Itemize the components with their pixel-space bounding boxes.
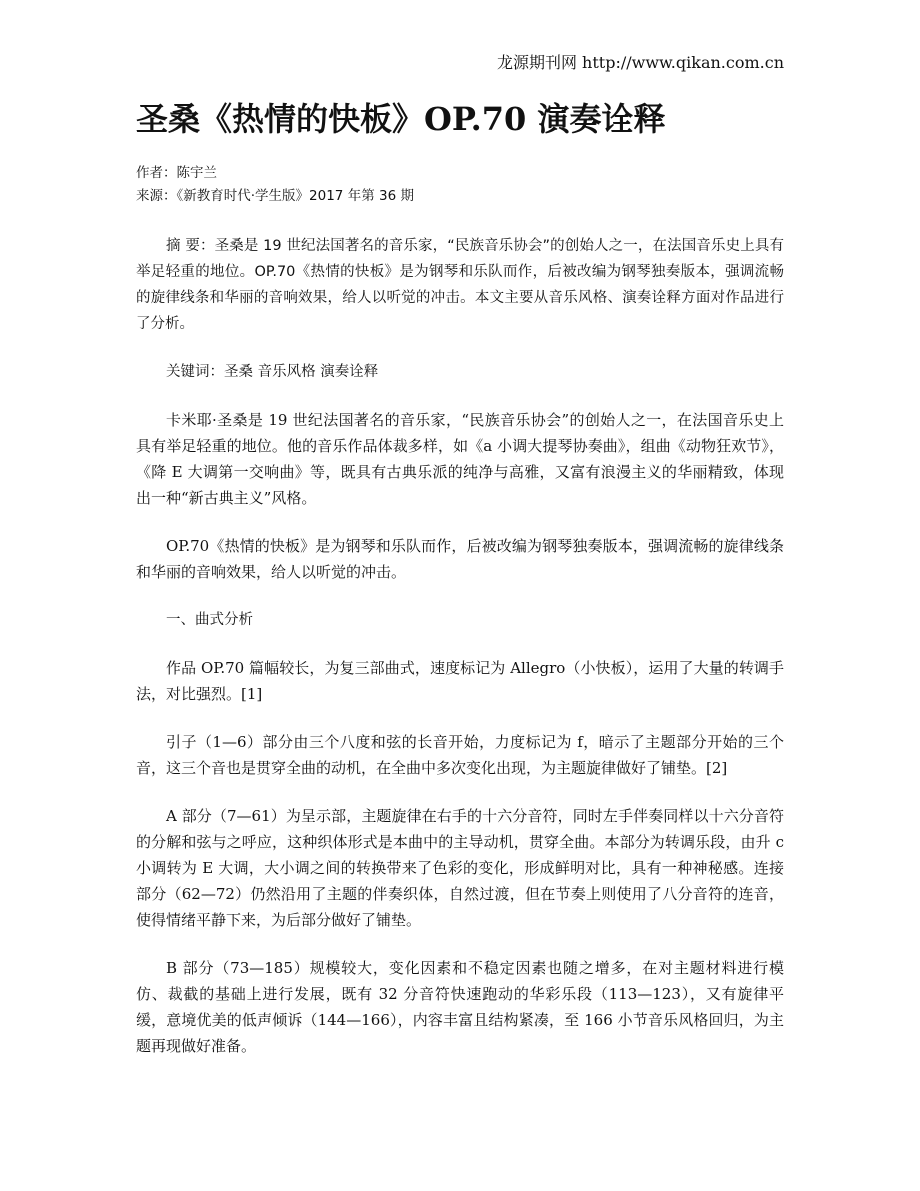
keywords-paragraph: 关键词：圣桑 音乐风格 演奏诠释 (166, 364, 379, 380)
body-paragraph-section-a: A 部分（7—61）为呈示部，主题旋律在右手的十六分音符，同时左手伴奏同样以十六分音符的分解和弦与之呼应，这种织体形式是本曲中的主导动机，贯穿全曲。本部分为转调乐段，由升 c 小调转为 E 大调，大小调之间的转换带来了色彩的变化，形成鲜明对比，具有一种神秘感。连接部分（62—72）仍然沿用了主题的伴奏织体，自然过渡，但在节奏上则使用了八分音符的连音，使得情绪平静下来，为后部分做好了铺垫。 (136, 807, 784, 929)
article-title: 圣桑《热情的快板》OP.70 演奏诠释 (136, 100, 666, 138)
article-meta (136, 162, 414, 208)
section-heading-form-analysis: 一、曲式分析 (166, 612, 253, 628)
body-paragraph-form: 作品 OP.70 篇幅较长，为复三部曲式，速度标记为 Allegro（小快板），运用了大量的转调手法，对比强烈。[1] (136, 659, 784, 703)
abstract-paragraph: 摘 要：圣桑是 19 世纪法国著名的音乐家，“民族音乐协会”的创始人之一，在法国音乐史上具有举足轻重的地位。OP.70《热情的快板》是为钢琴和乐队而作，后被改编为钢琴独奏版本，强调流畅的旋律线条和华丽的音响效果，给人以听觉的冲击。本文主要从音乐风格、演奏诠释方面对作品进行了分析。 (136, 238, 784, 332)
source-line: 来源：《新教育时代·学生版》2017 年第 36 期 (136, 188, 414, 204)
body-paragraph-op70: OP.70《热情的快板》是为钢琴和乐队而作，后被改编为钢琴独奏版本，强调流畅的旋律线条和华丽的音响效果，给人以听觉的冲击。 (136, 537, 784, 581)
journal-source-header: 龙源期刊网 http://www.qikan.com.cn (496, 53, 784, 72)
article-body (136, 233, 784, 1081)
body-paragraph-introduction-section: 引子（1—6）部分由三个八度和弦的长音开始，力度标记为 f，暗示了主题部分开始的三个音，这三个音也是贯穿全曲的动机，在全曲中多次变化出现，为主题旋律做好了铺垫。[2] (136, 733, 784, 777)
body-paragraph-section-b: B 部分（73—185）规模较大，变化因素和不稳定因素也随之增多，在对主题材料进行模仿、裁截的基础上进行发展，既有 32 分音符快速跑动的华彩乐段（113—123），又有旋律平缓，意境优美的低声倾诉（144—166），内容丰富且结构紧凑，至 166 小节音乐风格回归，为主题再现做好准备。 (136, 959, 784, 1055)
author-line: 作者：陈宇兰 (136, 165, 217, 181)
body-paragraph-intro: 卡米耶·圣桑是 19 世纪法国著名的音乐家，“民族音乐协会”的创始人之一，在法国音乐史上具有举足轻重的地位。他的音乐作品体裁多样，如《a 小调大提琴协奏曲》，组曲《动物狂欢节》，《降 E 大调第一交响曲》等，既具有古典乐派的纯净与高雅，又富有浪漫主义的华丽精致，体现出一种“新古典主义”风格。 (136, 411, 784, 507)
